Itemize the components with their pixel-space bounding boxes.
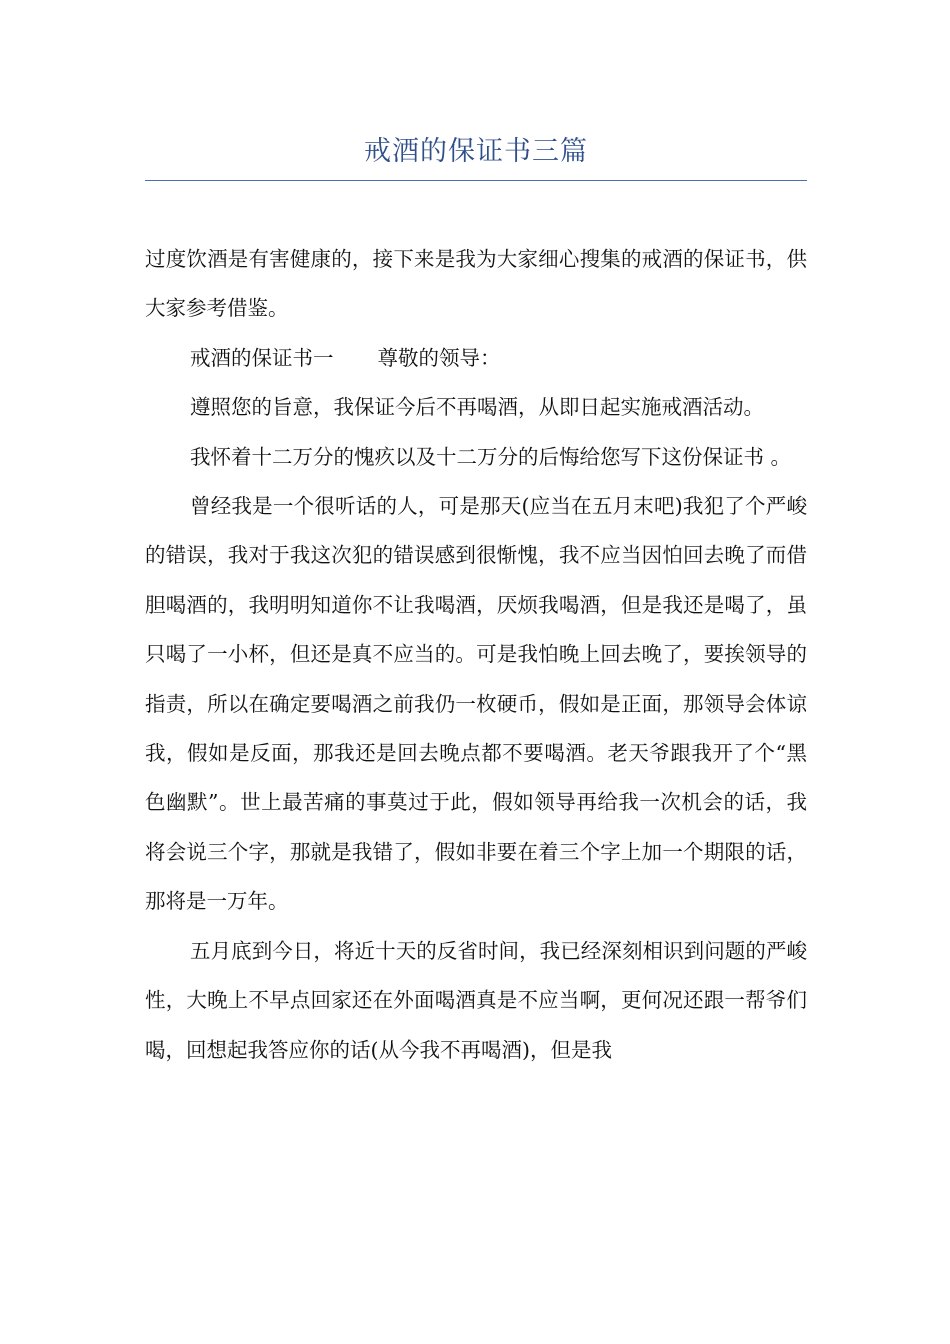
document-title: 戒酒的保证书三篇 xyxy=(364,136,588,167)
document-body xyxy=(145,235,807,1075)
body-paragraph: 我怀着十二万分的愧疚以及十二万分的后悔给您写下这份保证书 。 xyxy=(190,444,792,469)
body-paragraph: 五月底到今日，将近十天的反省时间，我已经深刻相识到问题的严峻性，大晚上不早点回家还在外面喝酒真是不应当啊，更何况还跟一帮爷们喝，回想起我答应你的话(从今我不再喝酒)，但是我 xyxy=(145,938,807,1062)
intro-paragraph: 过度饮酒是有害健康的，接下来是我为大家细心搜集的戒酒的保证书，供大家参考借鉴。 xyxy=(145,247,807,321)
title-underline xyxy=(145,180,807,181)
body-paragraph: 遵照您的旨意，我保证今后不再喝酒，从即日起实施戒酒活动。 xyxy=(190,395,764,420)
body-paragraph: 曾经我是一个很听话的人，可是那天(应当在五月末吧)我犯了个严峻的错误，我对于我这次犯的错误感到很惭愧，我不应当因怕回去晚了而借胆喝酒的，我明明知道你不让我喝酒，厌烦我喝酒，但是我还是喝了，虽只喝了一小杯，但还是真不应当的。可是我怕晚上回去晚了，要挨领导的指责，所以在确定要喝酒之前我仍一枚硬币，假如是正面，那领导会体谅我，假如是反面，那我还是回去晚点都不要喝酒。老天爷跟我开了个“黑色幽默”。世上最苦痛的事莫过于此，假如领导再给我一次机会的话，我将会说三个字，那就是我错了，假如非要在着三个字上加一个期限的话，那将是一万年。 xyxy=(145,494,807,914)
section-heading-line xyxy=(145,334,807,383)
salutation: 尊敬的领导： xyxy=(377,345,501,370)
section-heading: 戒酒的保证书一 xyxy=(190,345,334,370)
